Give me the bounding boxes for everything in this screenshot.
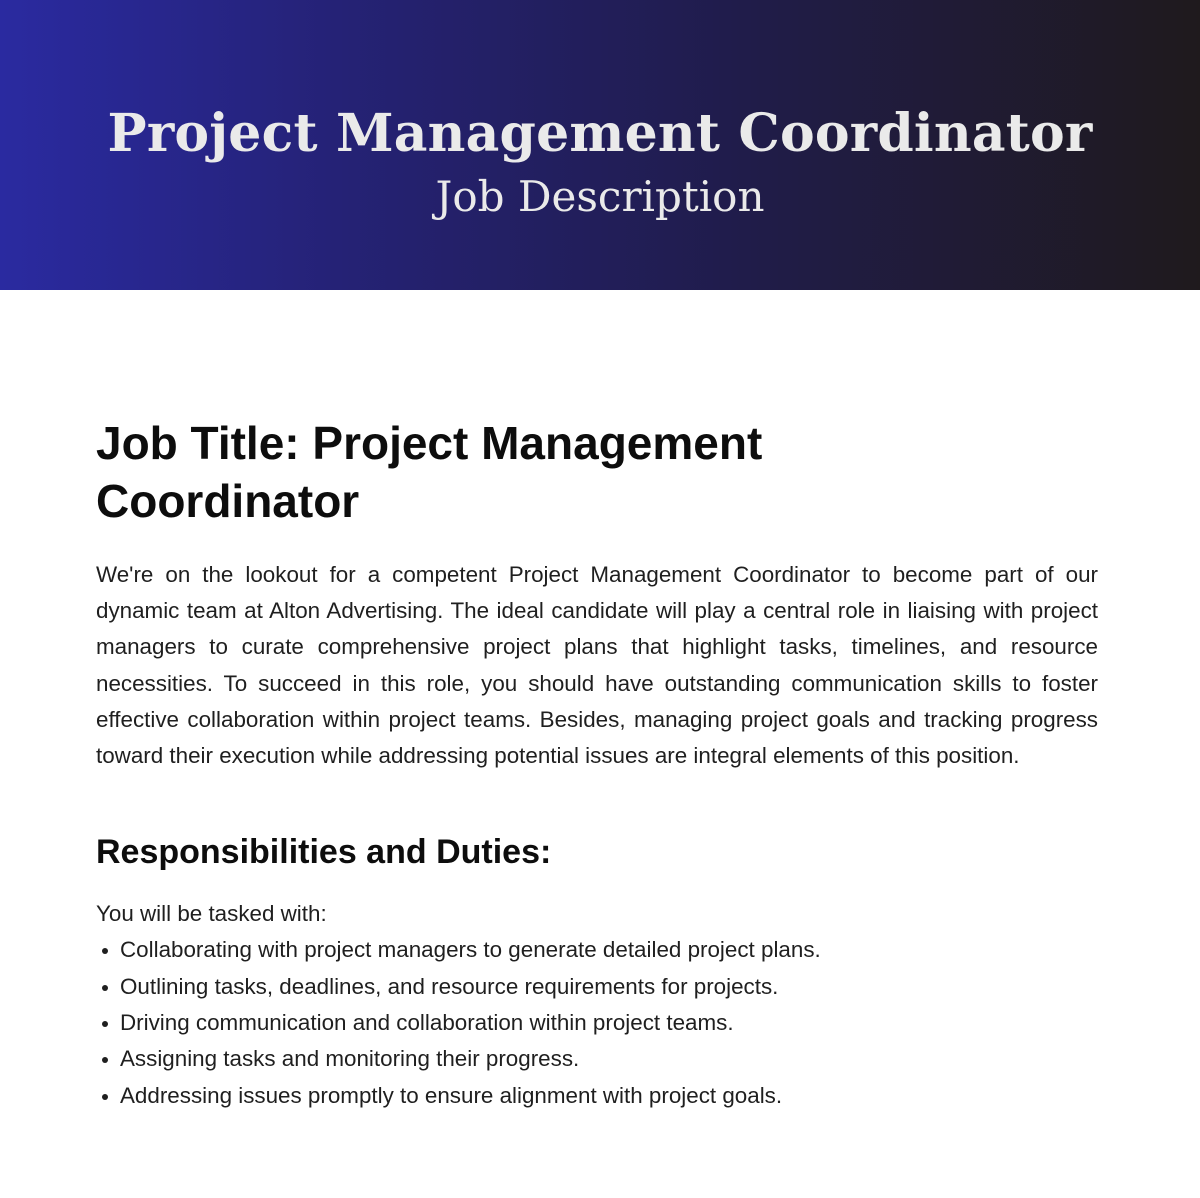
job-intro-paragraph: We're on the lookout for a competent Project Management Coordinator to become part of our dynamic team at Alton Advertising. The ideal candidate will play a central role in liaising with project managers to curate comprehensive project plans that highlight tasks, timelines, and resource necessities. To succeed in this role, you should have outstanding communication skills to foster effective collaboration within project teams. Besides, managing project goals and tracking progress toward their execution while addressing potential issues are integral elements of this position. [96,562,1098,769]
bullet-icon [102,948,108,954]
list-item [96,1041,1098,1077]
duty-text: Addressing issues promptly to ensure alignment with project goals. [120,1082,783,1108]
duty-text: Collaborating with project managers to generate detailed project plans. [120,937,821,963]
duty-text: Driving communication and collaboration within project teams. [120,1010,734,1036]
duty-text: Outlining tasks, deadlines, and resource requirements for projects. [120,973,779,999]
duty-text: Assigning tasks and monitoring their progress. [120,1046,580,1072]
document-body [96,414,1098,1114]
header-banner [0,0,1200,290]
responsibilities-lead: You will be tasked with: [96,901,327,927]
job-title-heading: Job Title: Project Management Coordinator [96,417,763,527]
list-item [96,932,1098,968]
responsibilities-heading: Responsibilities and Duties: [96,833,552,872]
bullet-icon [102,1094,108,1100]
list-item [96,1005,1098,1041]
bullet-icon [102,985,108,991]
document-subtitle: Job Description [435,172,765,221]
duties-list [96,932,1098,1114]
document-title: Project Management Coordinator [107,103,1093,164]
list-item [96,1078,1098,1114]
bullet-icon [102,1057,108,1063]
bullet-icon [102,1021,108,1027]
list-item [96,969,1098,1005]
